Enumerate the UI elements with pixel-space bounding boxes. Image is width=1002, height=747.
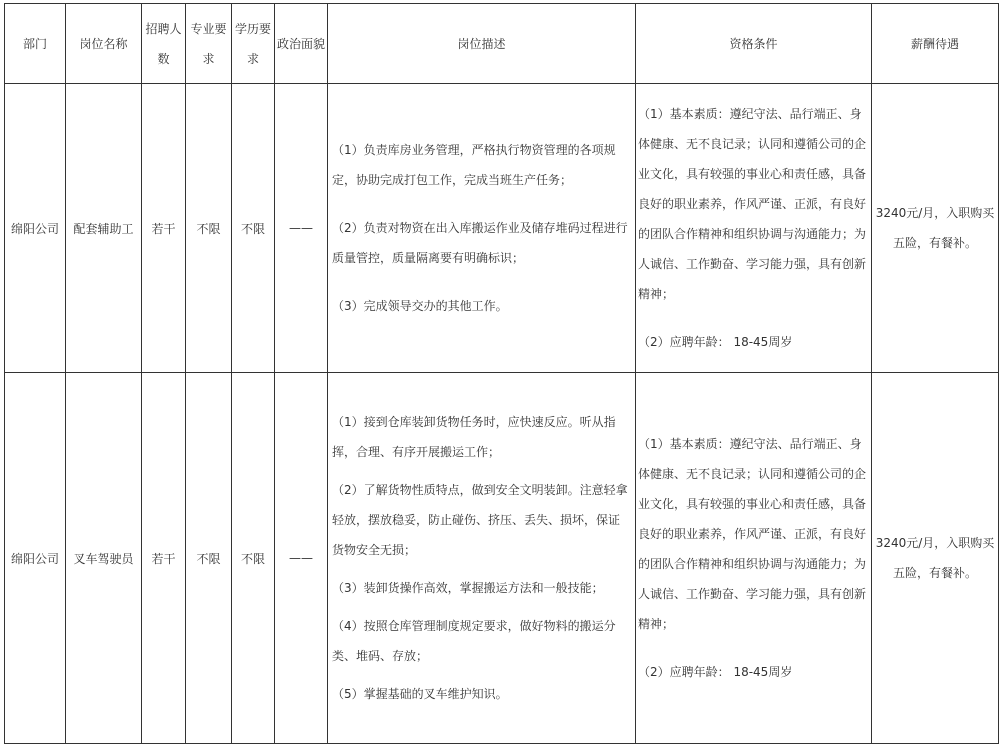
- cell-politics: ——: [275, 373, 328, 744]
- header-count: 招聘人数: [142, 4, 186, 84]
- cell-edu: 不限: [232, 84, 275, 373]
- desc-item: （1）负责库房业务管理，严格执行物资管理的各项规定，协助完成打包工作，完成当班生产任务；: [332, 143, 616, 187]
- cell-desc: [328, 84, 636, 373]
- cell-major: 不限: [186, 373, 232, 744]
- header-major: 专业要求: [186, 4, 232, 84]
- cell-dept: 绵阳公司: [5, 84, 66, 373]
- cell-salary: 3240元/月，入职购买五险，有餐补。: [872, 84, 999, 373]
- cell-major: 不限: [186, 84, 232, 373]
- cell-salary: 3240元/月，入职购买五险，有餐补。: [872, 373, 999, 744]
- recruitment-table: [4, 3, 999, 744]
- desc-item: （3）装卸货操作高效，掌握搬运方法和一般技能；: [332, 581, 604, 595]
- cell-post: 配套辅助工: [66, 84, 142, 373]
- cell-count: 若干: [142, 373, 186, 744]
- header-post: 岗位名称: [66, 4, 142, 84]
- cell-qual: [636, 373, 872, 744]
- cell-politics: ——: [275, 84, 328, 373]
- table-row: [5, 84, 999, 373]
- header-qual: 资格条件: [636, 4, 872, 84]
- header-desc: 岗位描述: [328, 4, 636, 84]
- cell-qual: [636, 84, 872, 373]
- header-dept: 部门: [5, 4, 66, 84]
- header-row: [5, 4, 999, 84]
- cell-count: 若干: [142, 84, 186, 373]
- desc-item: （5）掌握基础的叉车维护知识。: [332, 687, 508, 701]
- cell-post: 叉车驾驶员: [66, 373, 142, 744]
- header-salary: 薪酬待遇: [872, 4, 999, 84]
- desc-item: （1）接到仓库装卸货物任务时，应快速反应。听从指挥，合理、有序开展搬运工作；: [332, 415, 616, 459]
- cell-dept: 绵阳公司: [5, 373, 66, 744]
- desc-item: （3）完成领导交办的其他工作。: [332, 299, 508, 313]
- table-row: [5, 373, 999, 744]
- desc-item: （4）按照仓库管理制度规定要求，做好物料的搬运分类、堆码、存放；: [332, 619, 616, 663]
- qual-basic: （1）基本素质：遵纪守法、品行端正、身体健康、无不良记录；认同和遵循公司的企业文化，具有较强的事业心和责任感，具备良好的职业素养，作风严谨、正派，有良好的团队合作精神和组织协调与沟通能力；为人诚信、工作勤奋、学习能力强，具有创新精神；: [638, 437, 867, 631]
- cell-desc: [328, 373, 636, 744]
- cell-edu: 不限: [232, 373, 275, 744]
- desc-item: （2）负责对物资在出入库搬运作业及储存堆码过程进行质量管控，质量隔离要有明确标识；: [332, 221, 628, 265]
- qual-age: （2）应聘年龄： 18-45周岁: [638, 665, 793, 679]
- header-politics: 政治面貌: [275, 4, 328, 84]
- header-edu: 学历要求: [232, 4, 275, 84]
- qual-age: （2）应聘年龄： 18-45周岁: [638, 335, 793, 349]
- desc-item: （2）了解货物性质特点，做到安全文明装卸。注意轻拿轻放，摆放稳妥，防止碰伤、挤压、丢失、损坏，保证货物安全无损；: [332, 483, 628, 557]
- qual-basic: （1）基本素质：遵纪守法、品行端正、身体健康、无不良记录；认同和遵循公司的企业文化，具有较强的事业心和责任感，具备良好的职业素养，作风严谨、正派，有良好的团队合作精神和组织协调与沟通能力；为人诚信、工作勤奋、学习能力强，具有创新精神；: [638, 107, 867, 301]
